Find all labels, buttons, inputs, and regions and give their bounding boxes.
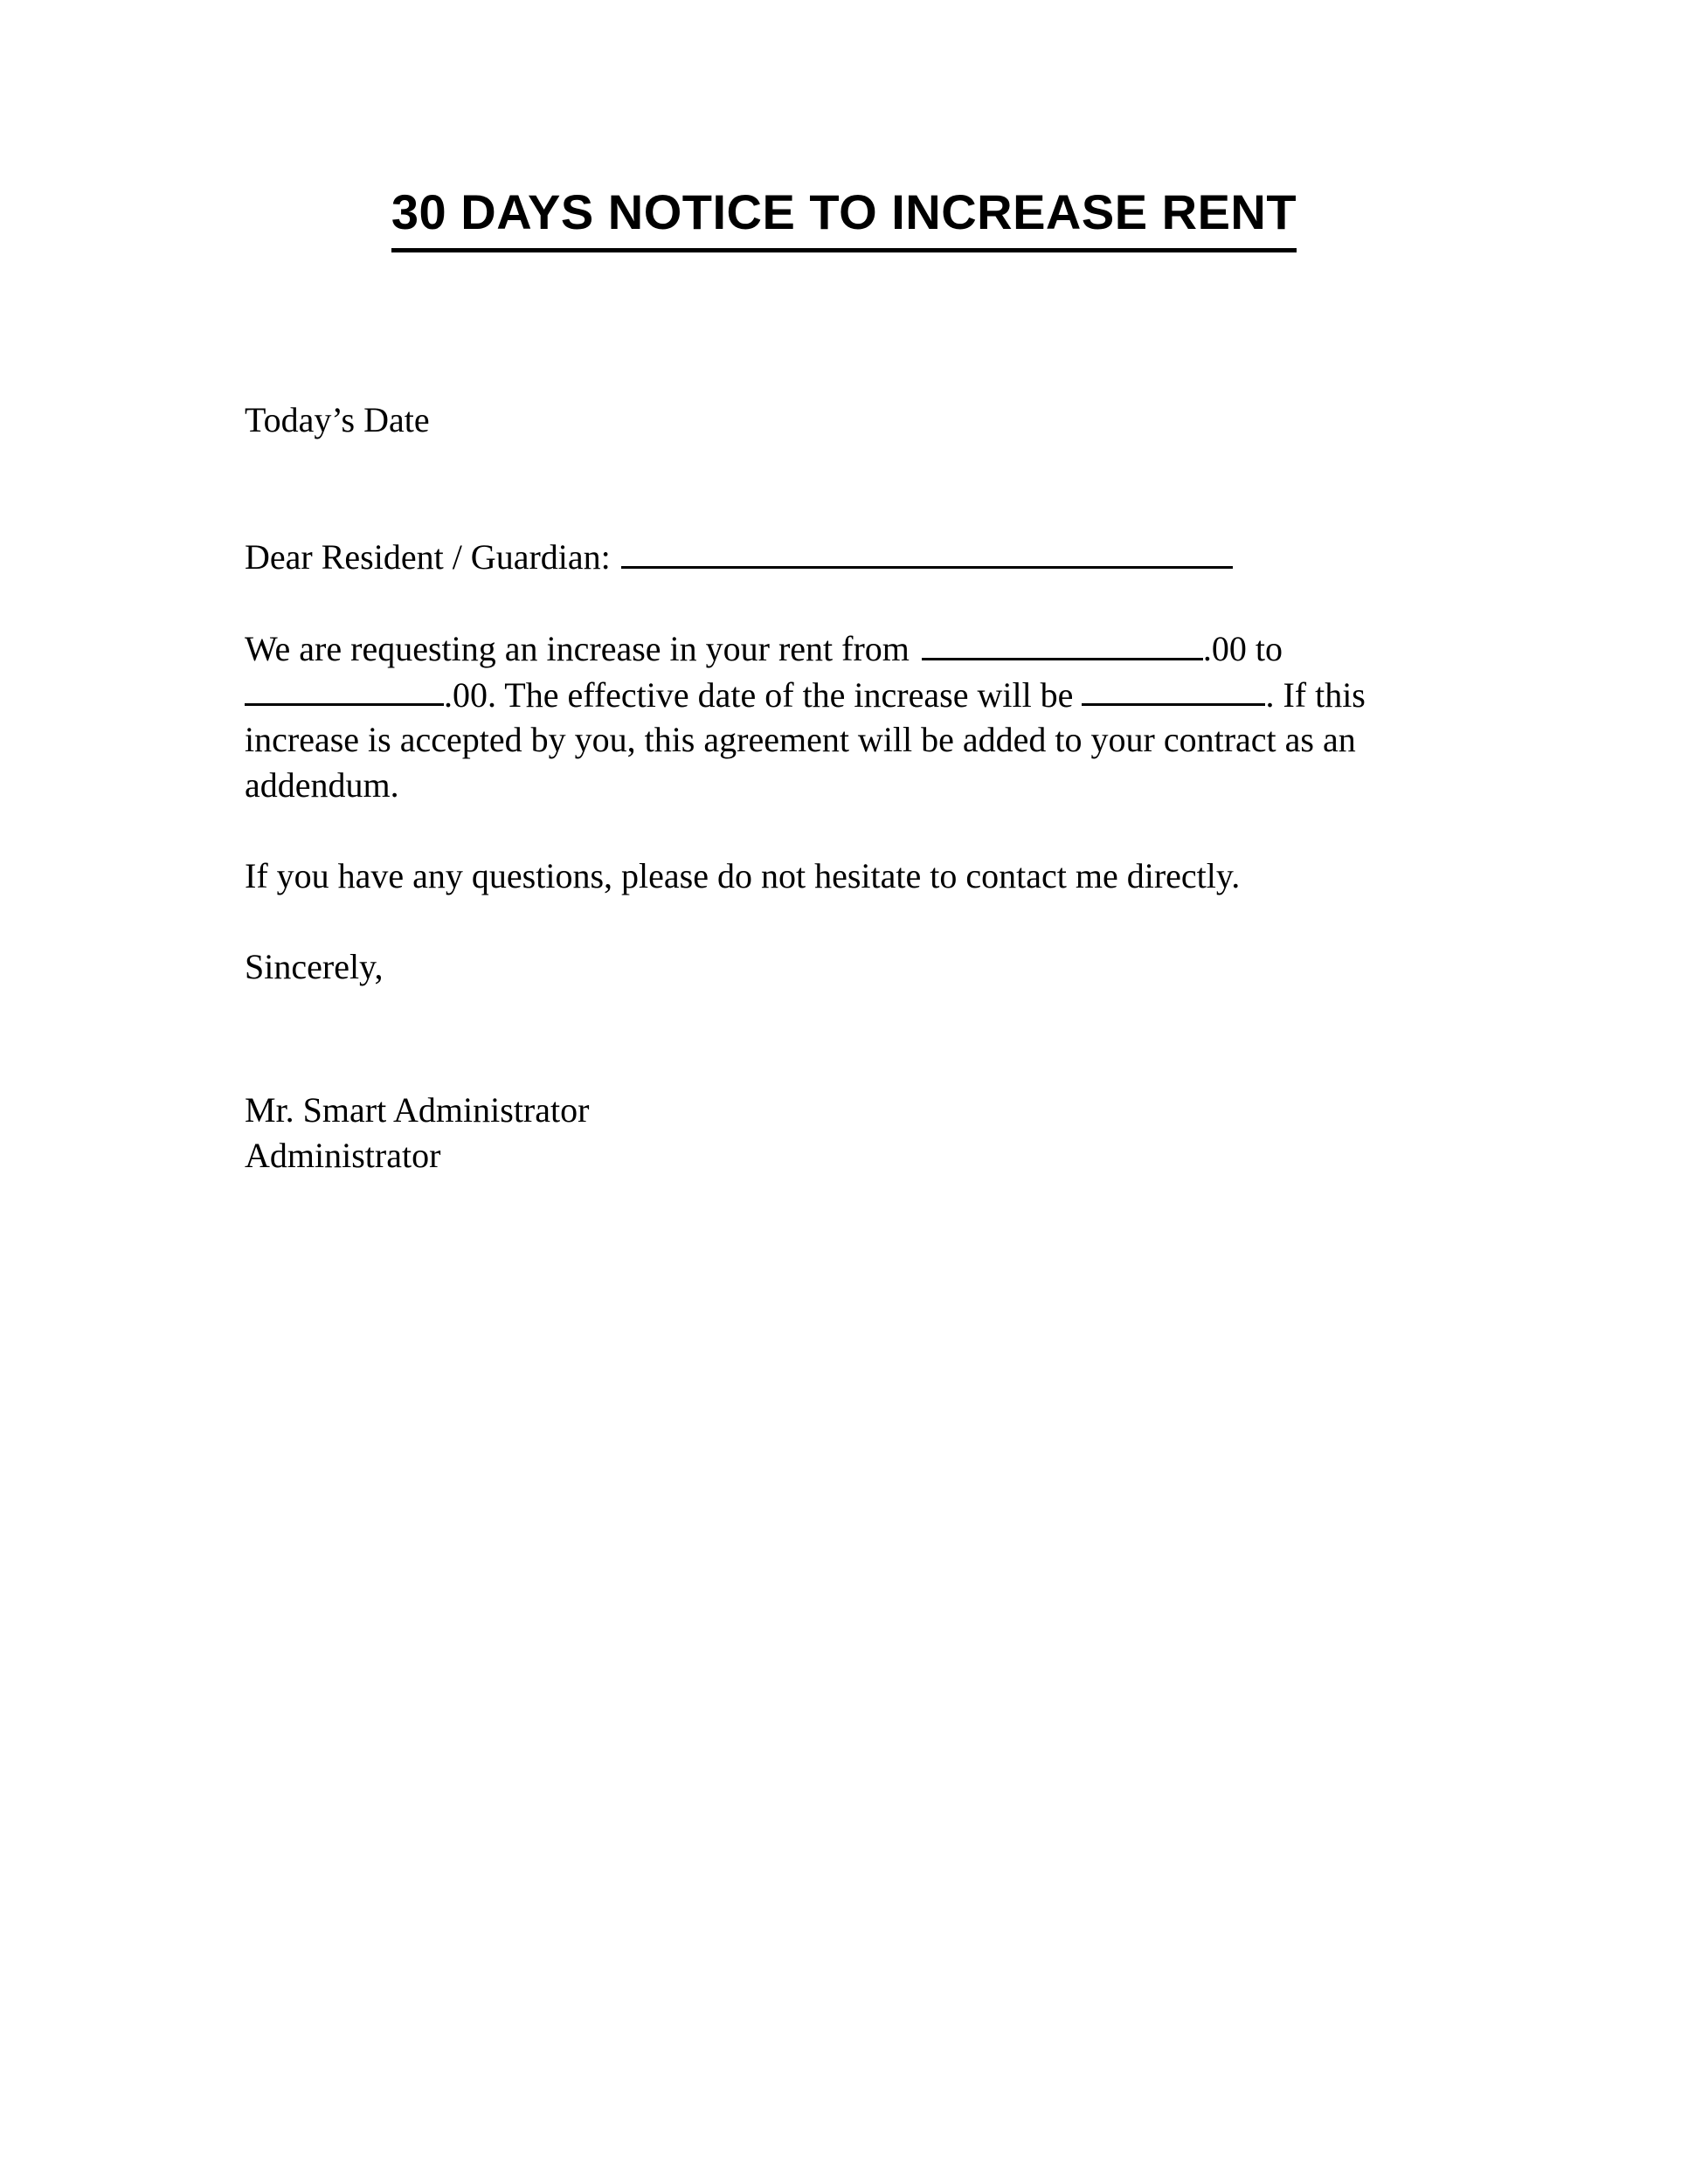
spacer-after-date (245, 443, 1433, 534)
closing-line: Sincerely, (245, 947, 384, 987)
page-title-text: 30 DAYS NOTICE TO INCREASE RENT (391, 187, 1297, 252)
current-rent-blank[interactable] (922, 625, 1203, 660)
request-text-2: .00 to (1202, 628, 1283, 668)
signature-name: Mr. Smart Administrator (245, 1090, 590, 1130)
effective-date-blank[interactable] (1082, 672, 1265, 707)
salutation-line (245, 534, 1433, 580)
salutation-label: Dear Resident / Guardian: (245, 536, 611, 577)
signature-title: Administrator (245, 1136, 441, 1176)
request-text-3: .00. The effective date of the increase will be (444, 674, 1074, 715)
request-text-1: We are requesting an increase in your rent from (245, 628, 910, 668)
spacer-after-salutation (245, 580, 1433, 625)
spacer-after-contact (245, 899, 1433, 944)
spacer-after-paragraph (245, 808, 1433, 854)
spacer-signature (245, 990, 1433, 1088)
page-title (0, 184, 1688, 252)
request-text-4: . If this increase is accepted by you, this agreement will be added to your contract as an addendum. (245, 674, 1366, 805)
new-rent-blank[interactable] (245, 672, 444, 707)
rent-increase-paragraph (245, 625, 1433, 809)
contact-line: If you have any questions, please do not hesitate to contact me directly. (245, 856, 1241, 896)
letter-body (245, 397, 1433, 1178)
date-label: Today’s Date (245, 400, 430, 439)
resident-name-blank[interactable] (621, 534, 1233, 569)
